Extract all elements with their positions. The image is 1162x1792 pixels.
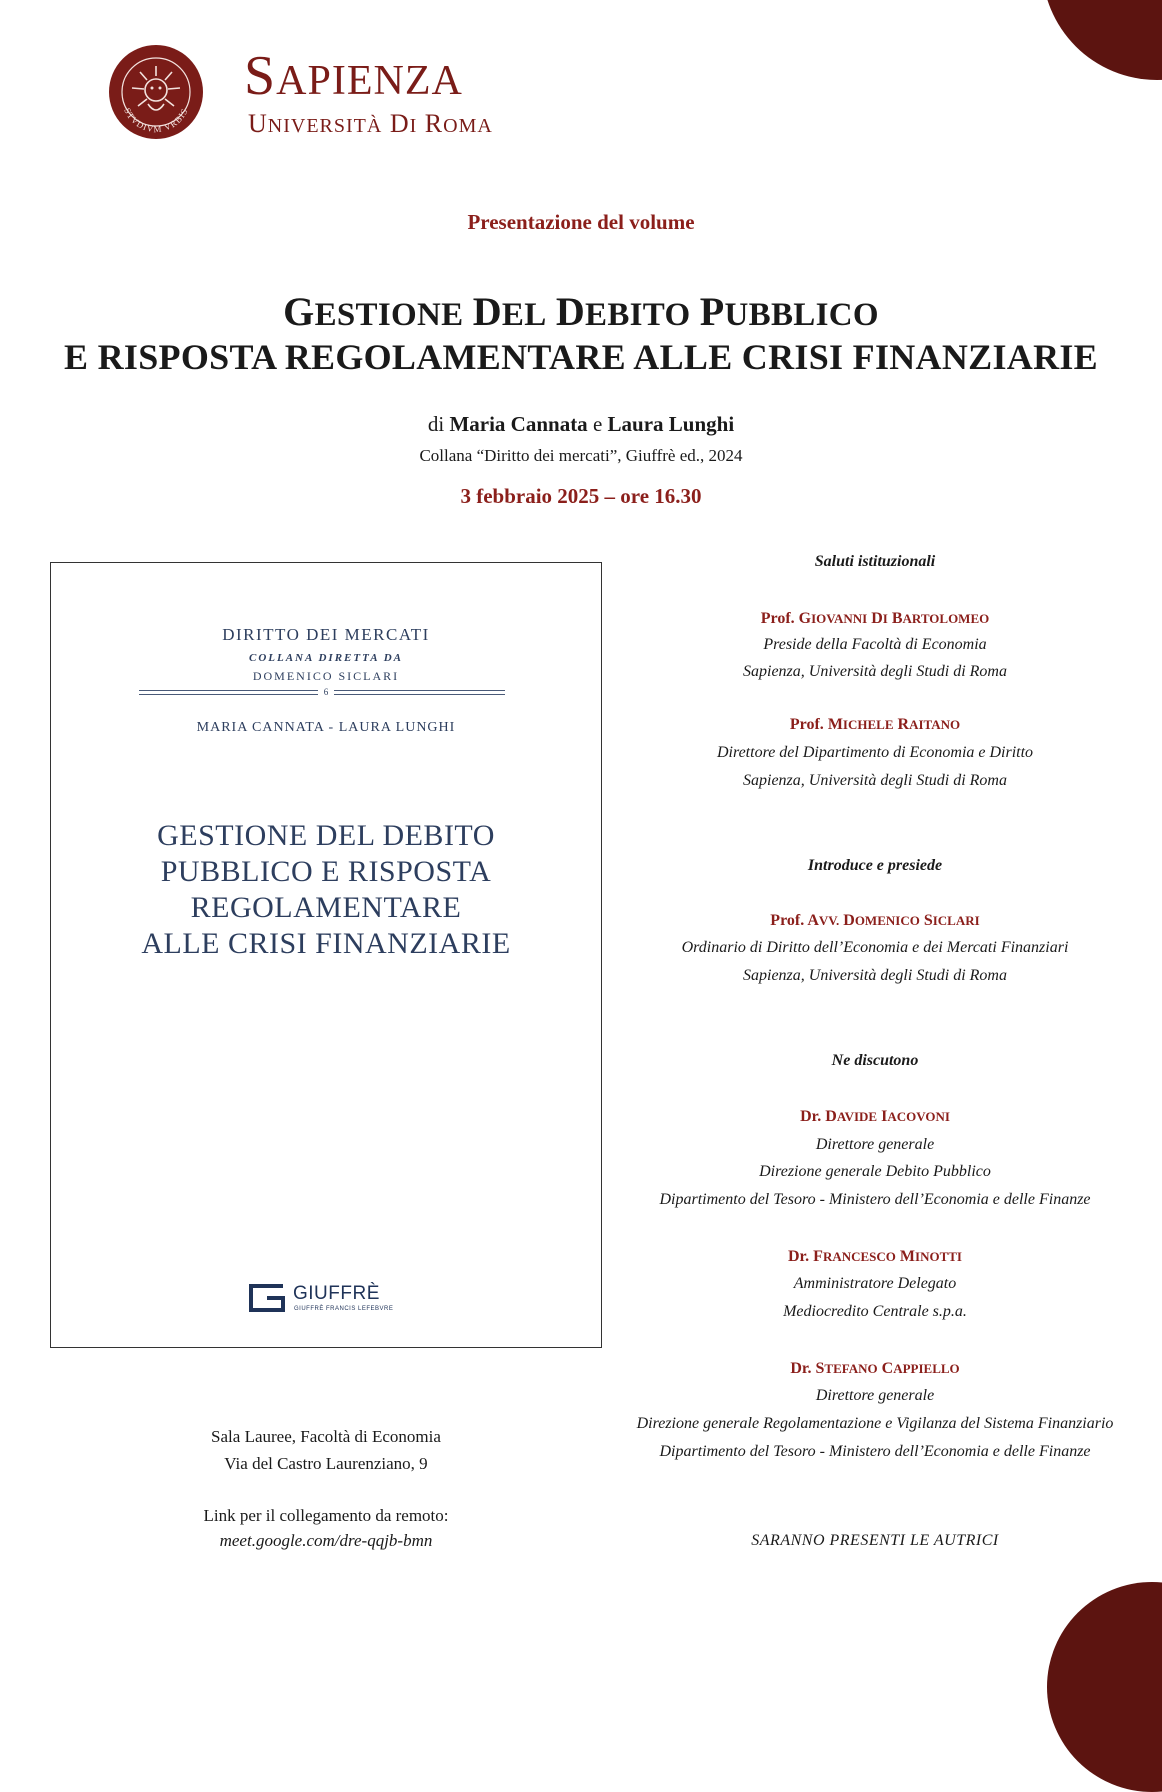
authors-prefix: di [427, 412, 445, 436]
giuffre-logo [249, 1281, 409, 1321]
cover-series-sub2: DOMENICO SICLARI [252, 669, 400, 683]
cover-series: DIRITTO DEI MERCATI [222, 625, 430, 644]
speaker-name: Dr. STEFANO CAPPIELLO [790, 1360, 960, 1377]
speaker-role: Amministratore Delegato [793, 1275, 957, 1292]
corner-decoration-top [1042, 0, 1162, 80]
brand-name-rest: APIENZA [276, 58, 463, 104]
cover-title-line: PUBBLICO E RISPOSTA [160, 855, 492, 888]
cover-volume-number [51, 687, 601, 697]
book-cover [50, 562, 602, 1348]
brand-name [244, 45, 493, 109]
brand-subtitle: UNIVERSITÀ DI ROMA [248, 109, 493, 138]
speaker-role: Dipartimento del Tesoro - Ministero dell’Economia e delle Finanze [659, 1191, 1091, 1208]
corner-decoration-bottom [1047, 1582, 1162, 1792]
brand-name-initial: S [244, 45, 277, 107]
greetings-label: Saluti istituzionali [814, 553, 936, 570]
title-line-2: E RISPOSTA REGOLAMENTARE ALLE CRISI FINANZIARIE [64, 337, 1098, 377]
speaker-name: Prof. AVV. DOMENICO SICLARI [770, 912, 980, 929]
remote-link[interactable]: meet.google.com/dre-qqjb-bmn [219, 1531, 433, 1550]
speaker-name: Dr. FRANCESCO MINOTTI [787, 1248, 962, 1265]
brand [244, 45, 493, 141]
speaker-role: Mediocredito Centrale s.p.a. [783, 1303, 967, 1320]
cover-title-line: ALLE CRISI FINANZIARIE [141, 927, 511, 960]
giuffre-name: GIUFFRÈ [293, 1283, 380, 1304]
speaker-name: Prof. GIOVANNI DI BARTOLOMEO [760, 610, 990, 627]
event-date: 3 febbraio 2025 – ore 16.30 [460, 484, 702, 508]
giuffre-mark-icon [249, 1284, 285, 1312]
speaker-role: Sapienza, Università degli Studi di Roma [743, 772, 1007, 789]
cover-series-sub1: COLLANA DIRETTA DA [249, 652, 403, 664]
speaker-role: Direttore generale [815, 1136, 935, 1153]
sapienza-seal-icon [108, 44, 204, 140]
speaker-role: Direttore generale [815, 1387, 935, 1404]
cover-volume-number-text: 6 [318, 687, 335, 697]
cover-title [51, 818, 601, 962]
cover-title-line: REGOLAMENTARE [190, 891, 462, 924]
speaker-role: Sapienza, Università degli Studi di Roma [743, 967, 1007, 984]
venue-line-2: Via del Castro Laurenziano, 9 [224, 1454, 428, 1473]
author-2: Laura Lunghi [607, 412, 735, 436]
speaker-name: Prof. MICHELE RAITANO [789, 716, 961, 733]
speaker-role: Direzione generale Debito Pubblico [759, 1163, 991, 1180]
speaker-role: Ordinario di Diritto dell’Economia e dei Mercati Finanziari [681, 939, 1069, 956]
closing-note: SARANNO PRESENTI LE AUTRICI [751, 1532, 999, 1549]
giuffre-subtitle: GIUFFRÈ FRANCIS LEFEBVRE [294, 1306, 394, 1312]
authors-line [0, 412, 1162, 437]
author-1: Maria Cannata [449, 412, 588, 436]
presentation-label: Presentazione del volume [467, 210, 695, 234]
speaker-role: Direttore del Dipartimento di Economia e Diritto [716, 744, 1034, 761]
collana-line: Collana “Diritto dei mercati”, Giuffrè ed., 2024 [419, 446, 743, 465]
cover-authors: MARIA CANNATA - LAURA LUNGHI [196, 720, 456, 735]
svg-text:STVDIVM VRBIS: STVDIVM VRBIS [122, 106, 190, 135]
speaker-role: Dipartimento del Tesoro - Ministero dell’Economia e delle Finanze [659, 1443, 1091, 1460]
sapienza-logo [108, 44, 528, 152]
discussants-label: Ne discutono [831, 1052, 919, 1069]
title-line-1: GESTIONE DEL DEBITO PUBBLICO [283, 289, 879, 334]
chair-label: Introduce e presiede [807, 857, 943, 874]
speaker-role: Preside della Facoltà di Economia [763, 636, 987, 653]
speaker-name: Dr. DAVIDE IACOVONI [800, 1108, 950, 1125]
venue-line-1: Sala Lauree, Facoltà di Economia [211, 1427, 441, 1446]
remote-link-label: Link per il collegamento da remoto: [203, 1506, 449, 1525]
authors-join: e [592, 412, 603, 436]
speaker-role: Direzione generale Regolamentazione e Vigilanza del Sistema Finanziario [636, 1415, 1114, 1432]
cover-title-line: GESTIONE DEL DEBITO [157, 819, 495, 852]
speaker-role: Sapienza, Università degli Studi di Roma [743, 663, 1007, 680]
